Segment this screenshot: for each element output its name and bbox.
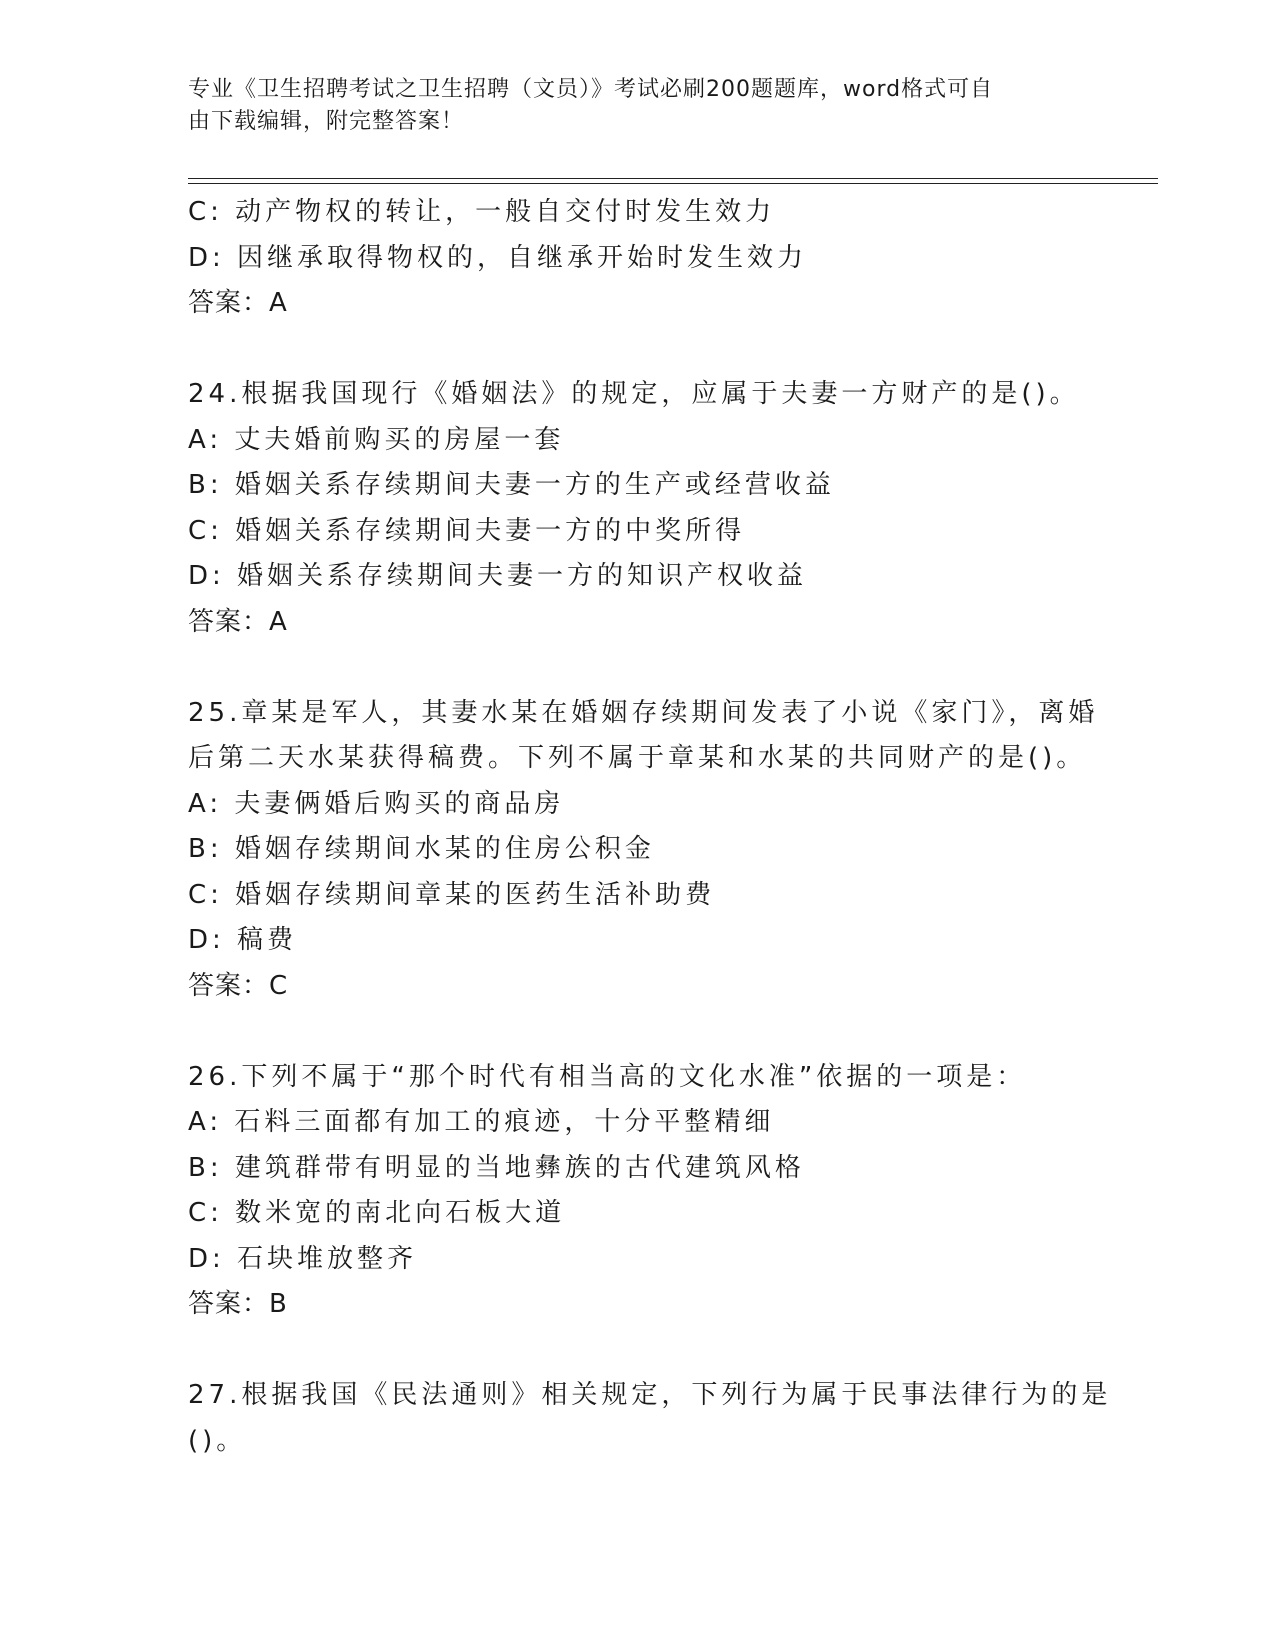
- option-a: A: 夫妻俩婚后购买的商品房: [188, 788, 565, 819]
- option-a: A: 丈夫婚前购买的房屋一套: [188, 424, 565, 455]
- question-27: [188, 1373, 1112, 1464]
- question-stem-line-1: 27.根据我国《民法通则》相关规定，下列行为属于民事法律行为的是: [188, 1380, 1112, 1410]
- spacer: [188, 327, 1088, 373]
- question-list: [188, 190, 1112, 1464]
- option-d: D: 因继承取得物权的，自继承开始时发生效力: [188, 242, 808, 273]
- question-stem: 26.下列不属于“那个时代有相当高的文化水准”依据的一项是：: [188, 1061, 1027, 1092]
- question-25: [188, 691, 1099, 1010]
- spacer: [188, 645, 1088, 691]
- question-stem-line-2: ()。: [188, 1425, 247, 1456]
- question-23-tail: [188, 190, 1088, 327]
- question-26: [188, 1055, 1088, 1328]
- option-c: C: 动产物权的转让，一般自交付时发生效力: [188, 197, 776, 227]
- header-title-line-1: 专业《卫生招聘考试之卫生招聘（文员）》考试必刷200题题库，word格式可自: [188, 77, 994, 102]
- question-stem-line-2: 后第二天水某获得稿费。下列不属于章某和水某的共同财产的是()。: [188, 743, 1087, 773]
- option-a: A: 石料三面都有加工的痕迹，十分平整精细: [188, 1107, 775, 1137]
- answer-line: 答案：A: [188, 606, 288, 637]
- option-d: D: 稿费: [188, 925, 298, 955]
- question-24: [188, 372, 1088, 645]
- header-divider-thick: [188, 178, 1158, 179]
- option-d: D: 石块堆放整齐: [188, 1243, 418, 1274]
- header-title-line-2: 由下载编辑，附完整答案！: [188, 109, 465, 134]
- option-b: B: 建筑群带有明显的当地彝族的古代建筑风格: [188, 1152, 805, 1183]
- spacer: [188, 1009, 1088, 1055]
- header-divider-thin: [188, 183, 1158, 184]
- option-b: B: 婚姻存续期间水某的住房公积金: [188, 834, 655, 864]
- answer-line: 答案：C: [188, 970, 289, 1001]
- answer-line: 答案：B: [188, 1289, 288, 1319]
- option-c: C: 婚姻关系存续期间夫妻一方的中奖所得: [188, 515, 746, 546]
- document-header: [188, 74, 1088, 138]
- option-b: B: 婚姻关系存续期间夫妻一方的生产或经营收益: [188, 470, 835, 500]
- option-d: D: 婚姻关系存续期间夫妻一方的知识产权收益: [188, 561, 808, 591]
- spacer: [188, 1328, 1088, 1374]
- question-stem-line-1: 25.章某是军人，其妻水某在婚姻存续期间发表了小说《家门》，离婚: [188, 697, 1099, 728]
- option-c: C: 数米宽的南北向石板大道: [188, 1198, 566, 1228]
- answer-line: 答案：A: [188, 288, 288, 318]
- option-c: C: 婚姻存续期间章某的医药生活补助费: [188, 879, 716, 910]
- question-stem: 24.根据我国现行《婚姻法》的规定，应属于夫妻一方财产的是()。: [188, 379, 1080, 409]
